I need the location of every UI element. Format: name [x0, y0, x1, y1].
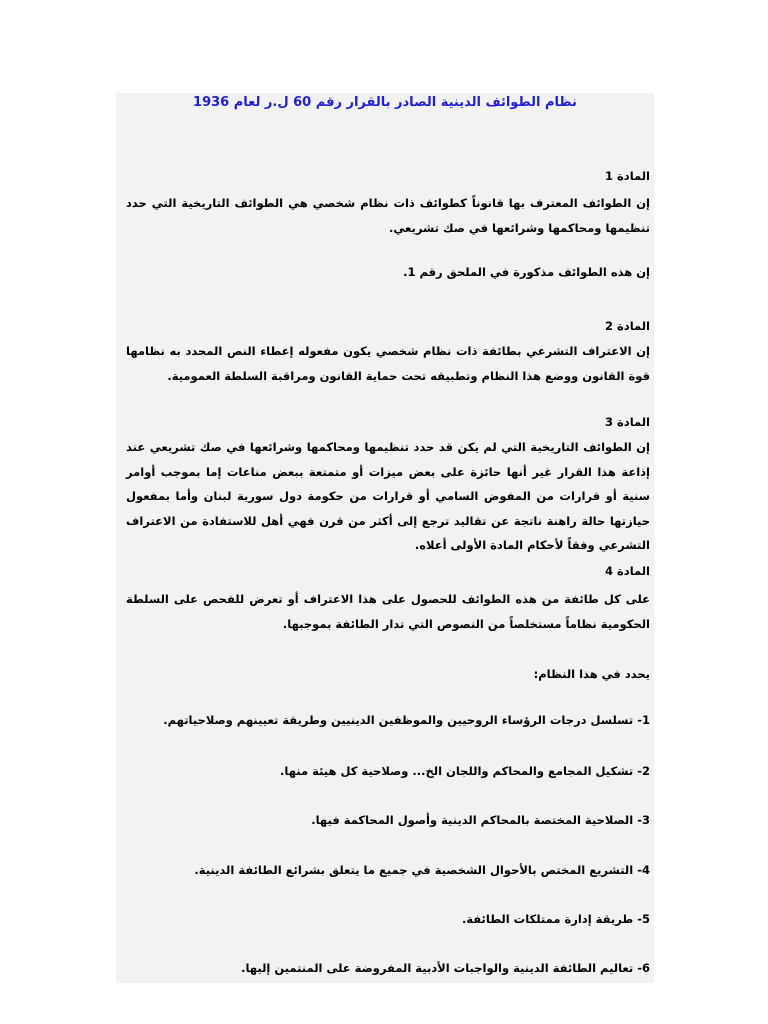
article-1-heading: المادة 1 — [605, 169, 650, 183]
list-item: 2- تشكيل المجامع والمحاكم واللجان الخ... وصلاحية كل هيئة منها. — [280, 764, 650, 778]
article-4-intro: يحدد في هذا النظام: — [533, 667, 650, 681]
article-4-text: على كل طائفة من هذه الطوائف للحصول على هذا الاعتراف أو تعرض للفحص على السلطة الحكومية نظاماً مستخلصاً من النصوص التي تدار الطائفة بموجبها. — [126, 592, 650, 631]
article-3-heading: المادة 3 — [605, 415, 650, 429]
document-title: نظام الطوائف الدينية الصادر بالقرار رقم 60 ل.ر لعام 1936 — [193, 95, 577, 110]
article-1-note: إن هذه الطوائف مذكورة في الملحق رقم 1. — [403, 265, 650, 279]
list-item: 4- التشريع المختص بالأحوال الشخصية في جميع ما يتعلق بشرائع الطائفة الدينية. — [194, 863, 650, 877]
article-1-text: إن الطوائف المعترف بها قانوناً كطوائف ذات نظام شخصي هي الطوائف التاريخية التي حدد تنظيمها ومحاكمها وشرائعها في صك تشريعي. — [126, 196, 650, 235]
article-4-heading: المادة 4 — [605, 564, 650, 578]
article-3-text: إن الطوائف التاريخية التي لم يكن قد حدد تنظيمها ومحاكمها وشرائعها في صك تشريعي عند إذاعة هذا القرار غير أنها حائزة على بعض ميزات أو متمتعة ببعض مناعات إما بموجب أوامر سنية أو قرارات من المفوض السامي أو قرارات من حكومة دول سورية لبنان وأما بمفعول حيازتها حالة راهنة ناتجة عن تقاليد ترجع إلى أكثر من قرن فهي أهل للاستفادة من الاعتراف التشرعي وفقاً لأحكام المادة الأولى أعلاه. — [126, 440, 650, 552]
document-page — [116, 93, 654, 983]
list-item: 1- تسلسل درجات الرؤساء الروحيين والموظفين الدينيين وطريقة تعيينهم وصلاحياتهم. — [163, 713, 650, 727]
article-2-heading: المادة 2 — [605, 319, 650, 333]
list-item: 5- طريقة إدارة ممتلكات الطائفة. — [461, 912, 650, 926]
list-item: 6- تعاليم الطائفة الدينية والواجبات الأدبية المفروضة على المنتمين إليها. — [241, 961, 650, 975]
article-2-text: إن الاعتراف التشرعي بطائفة ذات نظام شخصي يكون مفعوله إعطاء النص المحدد به نظامها قوة القانون ووضع هذا النظام وتطبيقه تحت حماية القانون ومراقبة السلطة العمومية. — [126, 344, 650, 383]
list-item: 3- الصلاحية المختصة بالمحاكم الدينية وأصول المحاكمة فيها. — [311, 813, 650, 827]
